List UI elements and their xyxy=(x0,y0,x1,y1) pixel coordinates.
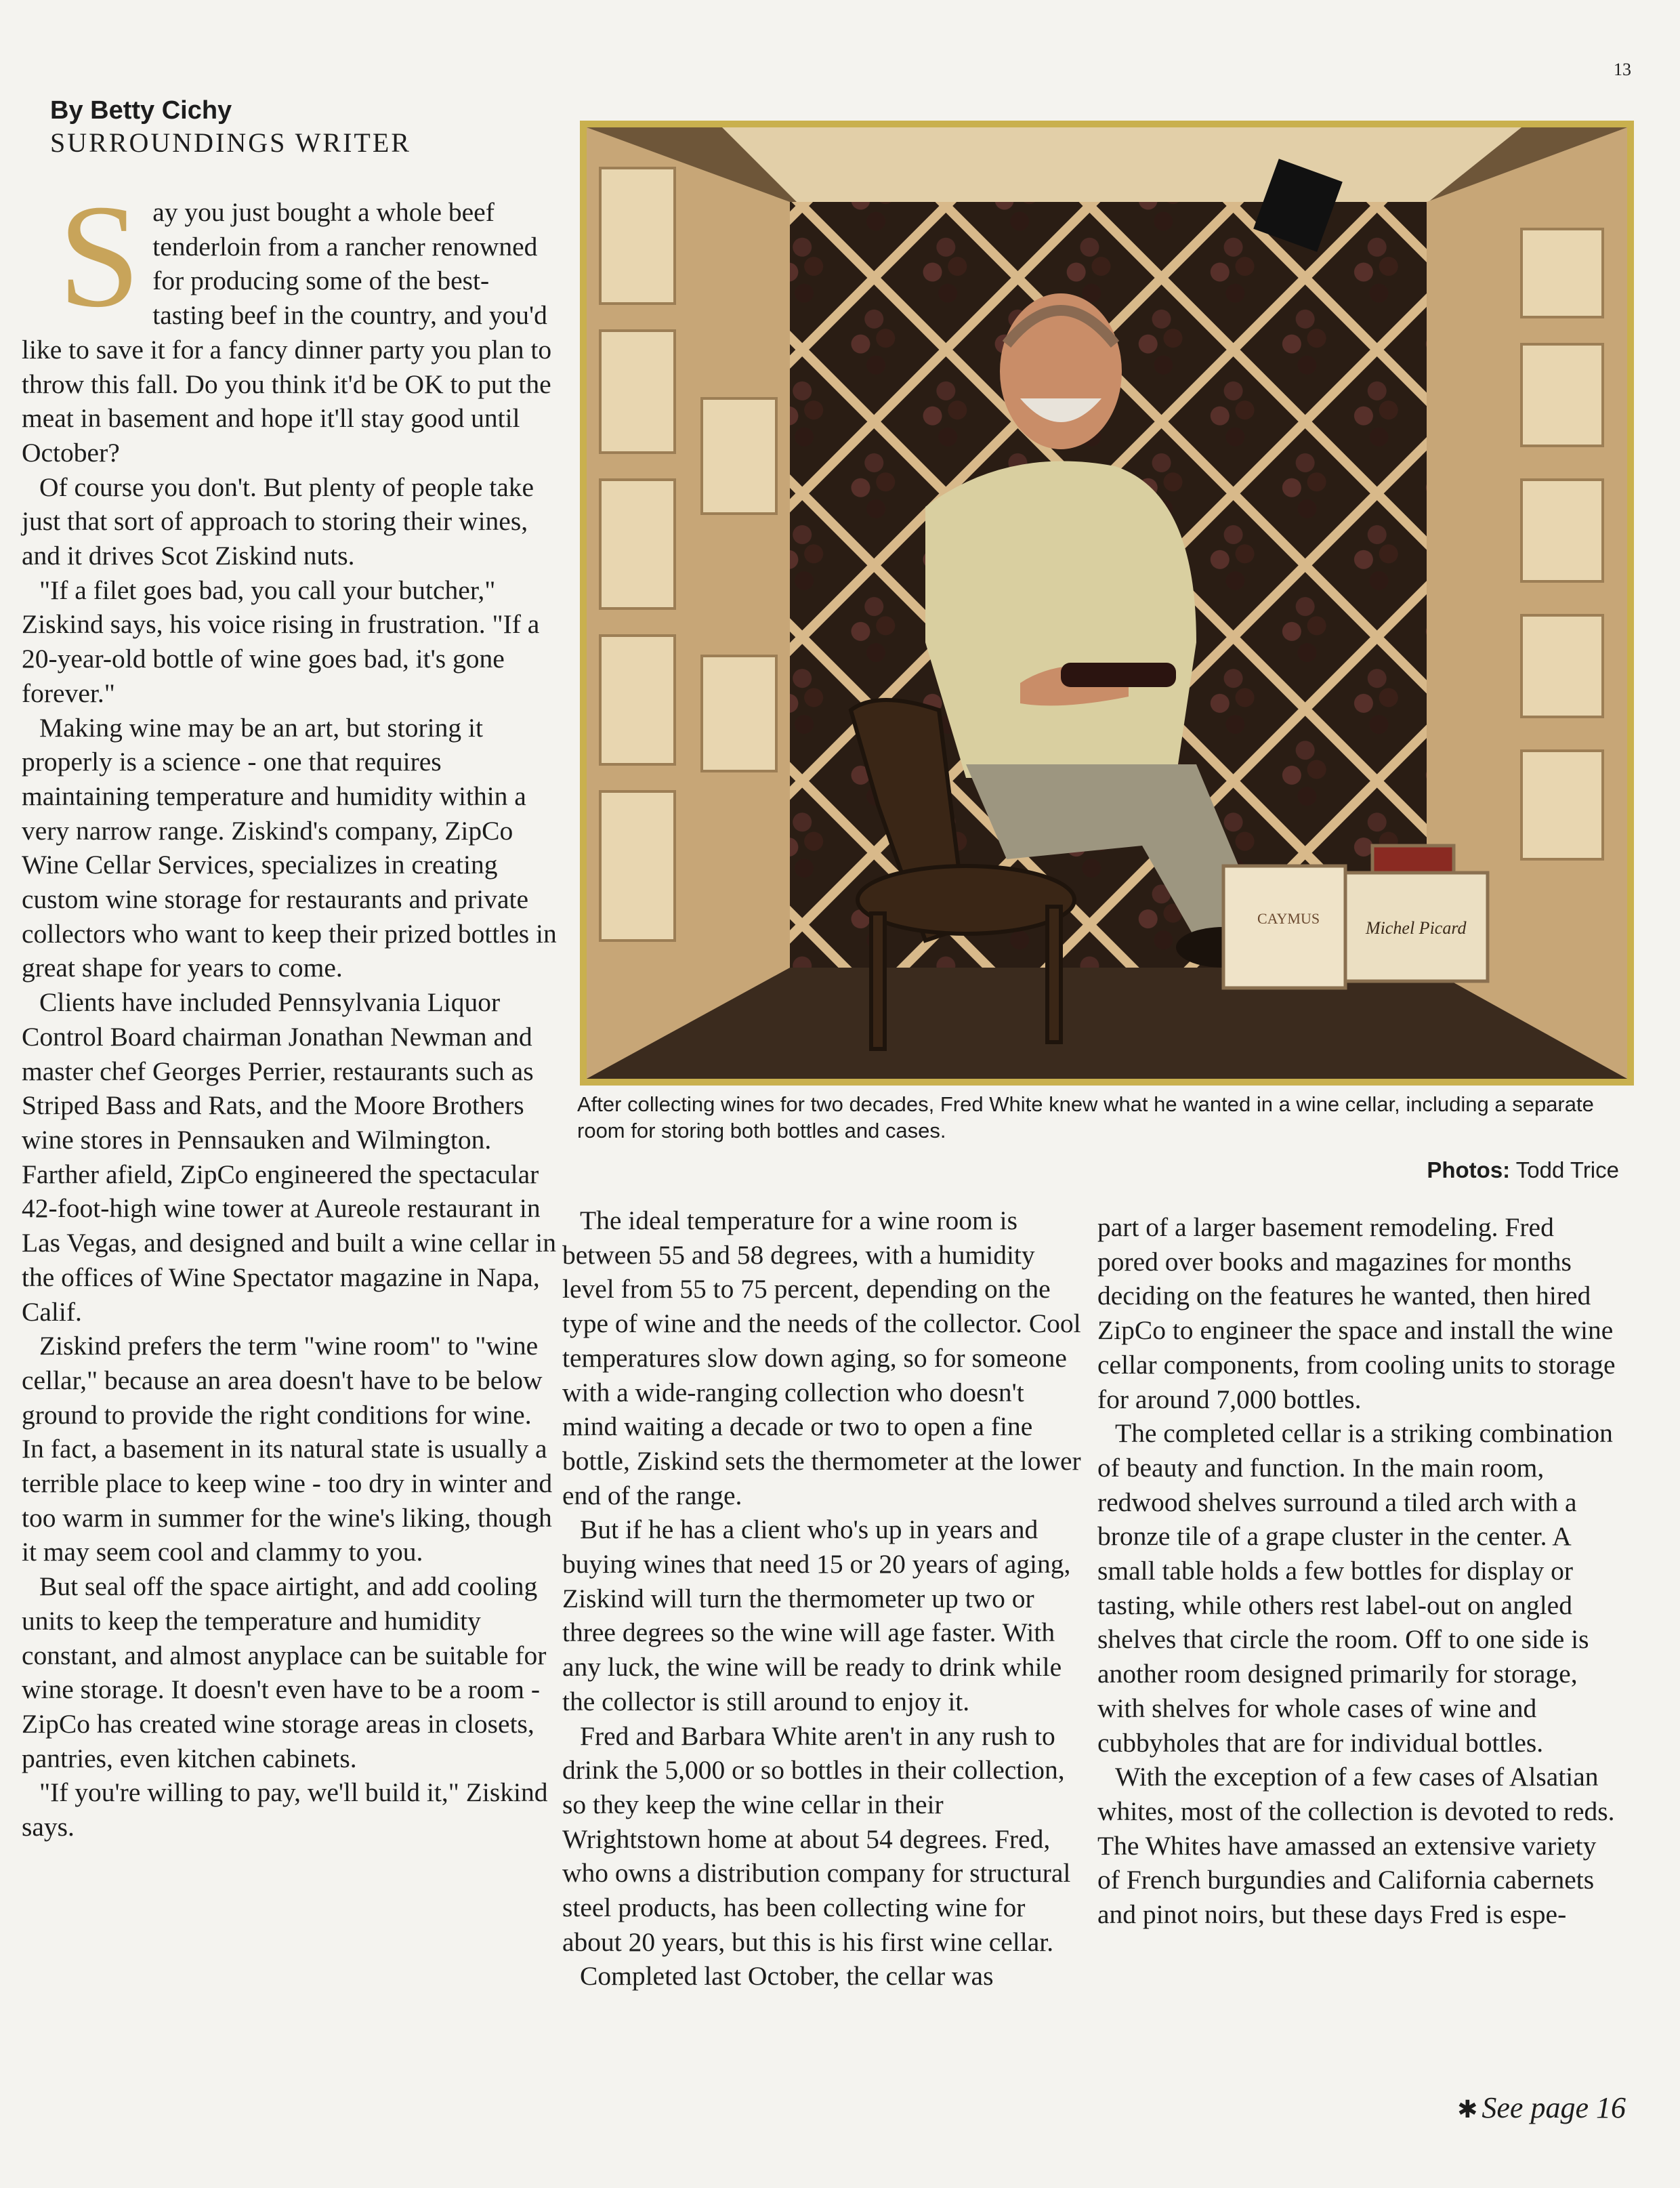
article-column-3 xyxy=(1097,1210,1619,1932)
paragraph: "If you're willing to pay, we'll build it," Ziskind says. xyxy=(22,1777,548,1842)
paragraph: Clients have included Pennsylvania Liquor Control Board chairman Jonathan Newman and master chef Georges Perrier, restaurants such as Striped Bass and Rats, and the Moore Brothers wine stores in Pennsauken and Wilmington. Farther afield, ZipCo engineered the spectacular 42-foot-high wine tower at Aureole restaurant in Las Vegas, and designed and built a wine cellar in the offices of Wine Spectator magazine in Napa, Calif. xyxy=(22,987,557,1327)
drop-cap: S xyxy=(58,175,141,338)
photo-credit-label: Photos: xyxy=(1427,1157,1511,1182)
wine-cellar-photo xyxy=(580,121,1634,1086)
byline xyxy=(50,95,565,160)
asterisk-icon: ✱ xyxy=(1457,2096,1478,2123)
paragraph: Fred and Barbara White aren't in any rush to drink the 5,000 or so bottles in their collection, so they keep the wine cellar in their Wrightstown home at about 54 degrees. Fred, who owns a distribution company for structural steel products, has been collecting wine for about 20 years, but this is his first wine cellar. xyxy=(562,1720,1071,1957)
photo-caption: After collecting wines for two decades, Fred White knew what he wanted in a wine cellar, including a separate room for storing both bottles and cases. xyxy=(577,1092,1594,1142)
paragraph: Making wine may be an art, but storing it properly is a science - one that requires maintaining temperature and humidity within a very narrow range. Ziskind's company, ZipCo Wine Cellar Services, specializes in creating custom wine storage for restaurants and private collectors who want to keep their prized bottles in great shape for years to come. xyxy=(22,712,557,983)
paragraph: The completed cellar is a striking combination of beauty and function. In the main room, redwood shelves surround a tiled arch with a bronze tile of a grape cluster in the center. A small table holds a few bottles for display or tasting, while others rest label-out on angled shelves that circle the room. Off to one side is another room designed primarily for storage, with shelves for whole cases of wine and cubbyholes that are for individual bottles. xyxy=(1097,1418,1613,1758)
paragraph: part of a larger basement remodeling. Fred pored over books and magazines for months deciding on the features he wanted, then hired ZipCo to engineer the space and install the wine cellar components, from cooling units to storage for around 7,000 bottles. xyxy=(1097,1212,1616,1414)
paragraph: But if he has a client who's up in years and buying wines that need 15 or 20 years of aging, Ziskind will turn the thermometer up two or three degrees so the wine will age faster. With any luck, the wine will be ready to drink while the collector is still around to enjoy it. xyxy=(562,1514,1071,1716)
paragraph: Completed last October, the cellar was xyxy=(580,1961,994,1991)
paragraph: Ziskind prefers the term "wine room" to "wine cellar," because an area doesn't have to be below ground to provide the right conditions for wine. In fact, a basement in its natural state is usually a terrible place to keep wine - too dry in winter and too warm in summer for the wine's liking, though it may seem cool and clammy to you. xyxy=(22,1331,553,1567)
wine-cellar-illustration xyxy=(587,127,1627,1079)
page-number: 13 xyxy=(1614,60,1631,79)
photo-credit-name: Todd Trice xyxy=(1515,1157,1619,1182)
continued-on-link[interactable] xyxy=(1416,2090,1626,2125)
case-label-caymus: CAYMUS xyxy=(1257,910,1320,927)
continued-on-text: See page 16 xyxy=(1482,2091,1626,2124)
lead-paragraph: Say you just bought a whole beef tenderloin from a rancher renowned for producing some of the best-tasting beef in the country, and you'd like to save it for a fancy dinner party you plan to throw this fall. Do you think it'd be OK to put the meat in basement and hope it'll stay good until October? xyxy=(22,175,552,468)
article-column-2 xyxy=(562,1203,1084,1994)
author-role: SURROUNDINGS WRITER xyxy=(50,127,411,158)
case-label-michel-picard: Michel Picard xyxy=(1366,918,1467,938)
paragraph: Of course you don't. But plenty of people take just that sort of approach to storing their wines, and it drives Scot Ziskind nuts. xyxy=(22,472,534,571)
paragraph: "If a filet goes bad, you call your butcher," Ziskind says, his voice rising in frustration. "If a 20-year-old bottle of wine goes bad, it's gone forever." xyxy=(22,575,540,708)
paragraph: The ideal temperature for a wine room is between 55 and 58 degrees, with a humidity level from 55 to 75 percent, depending on the type of wine and the needs of the collector. Cool temperatures slow down aging, so for someone with a wide-ranging collection who doesn't mind waiting a decade or two to open a fine bottle, Ziskind sets the thermometer at the lower end of the range. xyxy=(562,1205,1081,1510)
paragraph: With the exception of a few cases of Alsatian whites, most of the collection is devoted to reds. The Whites have amassed an extensive variety of French burgundies and California cabernets and pinot noirs, but these days Fred is espe- xyxy=(1097,1762,1615,1930)
article-column-1 xyxy=(22,175,557,1844)
photo-credit xyxy=(1287,1157,1619,1183)
author-name: By Betty Cichy xyxy=(50,96,232,125)
paragraph: But seal off the space airtight, and add cooling units to keep the temperature and humidity constant, and almost anyplace can be suitable for wine storage. It doesn't even have to be a room - ZipCo has created wine storage areas in closets, pantries, even kitchen cabinets. xyxy=(22,1571,547,1773)
